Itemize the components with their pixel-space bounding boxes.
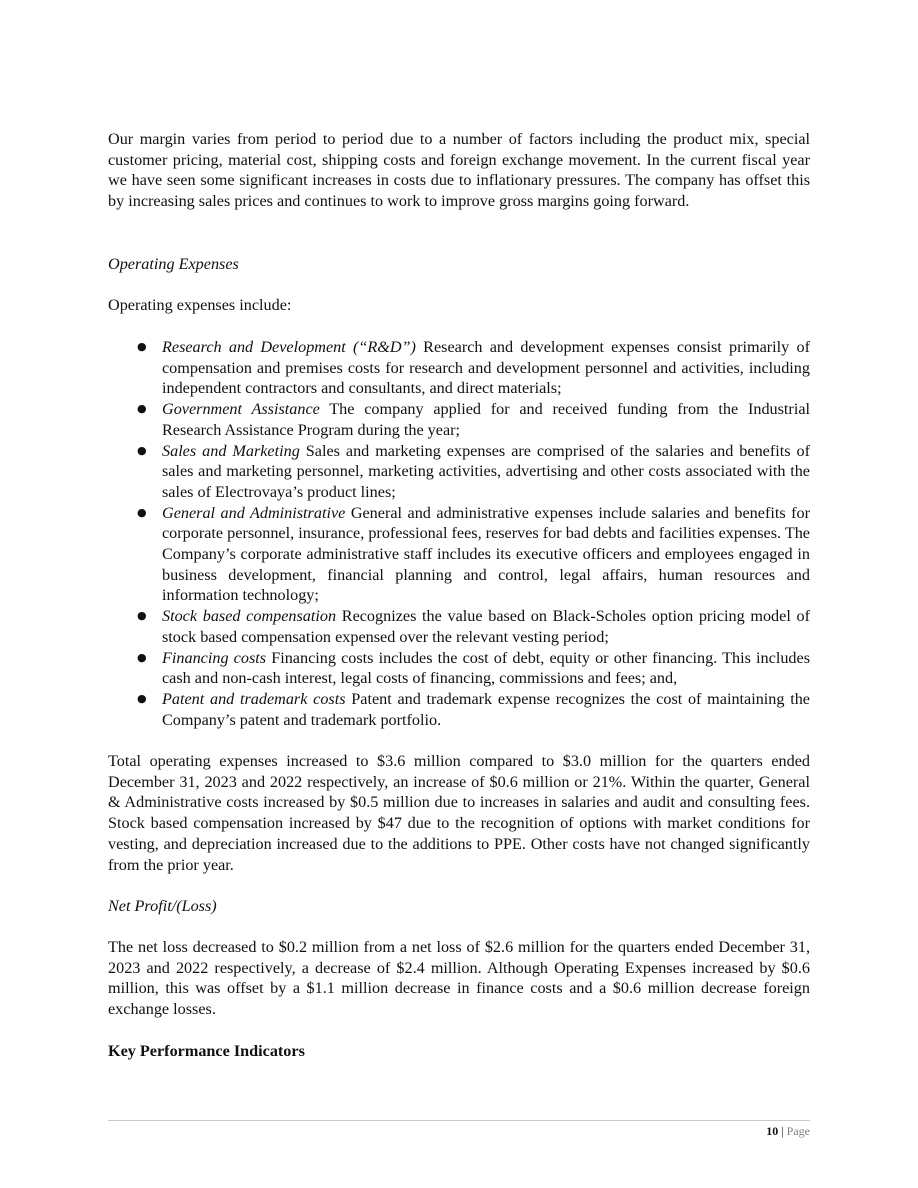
list-item-text: General and administrative expenses include salaries and benefits for corporate personnel, insurance, professional fees, reserves for bad debts and facilities expenses. The Company’s corporate administrative staff includes its executive officers and employees engaged in business development, financial planning and control, legal affairs, human resources and information technology; <box>162 503 810 605</box>
margin-paragraph: Our margin varies from period to period due to a number of factors including the product mix, special customer pricing, material cost, shipping costs and foreign exchange movement. In the current fiscal year we have seen some significant increases in costs due to inflationary pressures. The company has offset this by increasing sales prices and continues to work to improve gross margins going forward. <box>108 130 810 211</box>
list-item-term: Patent and trademark costs <box>162 689 346 708</box>
list-item <box>108 503 810 607</box>
bullet-icon: ● <box>137 691 147 705</box>
list-item-term: Government Assistance <box>162 400 320 419</box>
list-item-text: Financing costs includes the cost of debt, equity or other financing. This includes cash and non-cash interest, legal costs of financing, commissions and fees; and, <box>162 648 810 688</box>
list-item <box>108 399 810 440</box>
list-item <box>108 606 810 647</box>
operating-expenses-heading: Operating Expenses <box>108 255 239 273</box>
list-item-text: Research and development expenses consist primarily of compensation and premises costs for research and development personnel and activities, including independent contractors and consultants, and direct materials; <box>162 338 810 398</box>
net-profit-paragraph: The net loss decreased to $0.2 million from a net loss of $2.6 million for the quarters ended December 31, 2023 and 2022 respectively, a decrease of $2.4 million. Although Operating Expenses increased by $0.6 million, this was offset by a $1.1 million decrease in finance costs and a $0.6 million decrease foreign exchange losses. <box>108 938 810 1019</box>
list-item-text: Recognizes the value based on Black-Scholes option pricing model of stock based compensation expensed over the relevant vesting period; <box>162 607 810 646</box>
bullet-icon: ● <box>137 340 147 353</box>
bullet-icon: ● <box>137 609 147 623</box>
bullet-icon: ● <box>137 443 147 457</box>
list-item-term: Stock based compensation <box>162 607 337 626</box>
operating-expenses-intro: Operating expenses include: <box>108 296 292 314</box>
list-item-term: Sales and Marketing <box>162 441 300 460</box>
list-item-term: General and Administrative <box>162 503 346 522</box>
list-item-term: Research and Development (“R&D”) <box>162 338 416 356</box>
list-item <box>108 689 810 730</box>
operating-expenses-total-paragraph: Total operating expenses increased to $3.6 million compared to $3.0 million for the quarters ended December 31, 2023 and 2022 respectively, an increase of $0.6 million or 21%. Within the quarter, General & Administrative costs increased by $0.5 million due to increases in salaries and audit and consulting fees. Stock based compensation increased by $47 due to the recognition of options with market conditions for vesting, and depreciation increased due to the additions to PPE. Other costs have not changed significantly from the prior year. <box>108 752 810 874</box>
list-item-term: Financing costs <box>162 648 267 667</box>
net-profit-heading: Net Profit/(Loss) <box>108 897 217 915</box>
kpi-heading: Key Performance Indicators <box>108 1042 305 1060</box>
page-footer <box>766 1124 810 1138</box>
bullet-icon: ● <box>137 505 147 519</box>
list-item-text: Patent and trademark expense recognizes the cost of maintaining the Company’s patent and trademark portfolio. <box>162 689 810 729</box>
list-item <box>108 337 810 399</box>
list-item <box>108 441 810 503</box>
list-item-text: Sales and marketing expenses are comprised of the salaries and benefits of sales and marketing personnel, marketing activities, advertising and other costs associated with the sales of Electrovaya’s product lines; <box>162 441 810 501</box>
bullet-icon: ● <box>137 402 147 416</box>
bullet-icon: ● <box>137 650 147 664</box>
footer-divider <box>108 1120 810 1121</box>
footer-separator: | <box>781 1124 784 1138</box>
page-number: 10 <box>766 1124 779 1138</box>
operating-expenses-list <box>108 337 810 730</box>
list-item <box>108 648 810 689</box>
list-item-text: The company applied for and received funding from the Industrial Research Assistance Program during the year; <box>162 400 810 439</box>
page-label: Page <box>786 1124 810 1138</box>
